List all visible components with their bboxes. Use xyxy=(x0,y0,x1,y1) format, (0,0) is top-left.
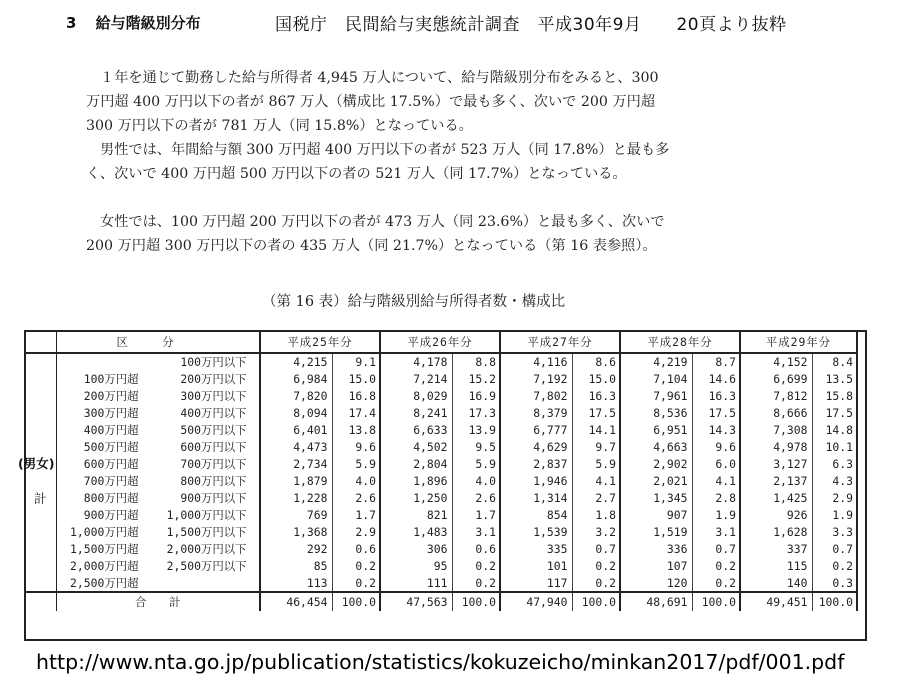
count-cell: 101 xyxy=(546,558,568,573)
table-row xyxy=(26,574,857,592)
income-range xyxy=(56,353,260,371)
share-cell: 16.8 xyxy=(332,388,380,405)
total-share-cell: 100.0 xyxy=(812,592,857,611)
share-cell: 9.1 xyxy=(332,353,380,371)
share-cell: 4.1 xyxy=(572,473,620,490)
count-cell: 1,879 xyxy=(293,474,328,489)
share-cell: 0.2 xyxy=(332,574,380,592)
share-cell: 14.3 xyxy=(692,422,740,439)
table-row xyxy=(26,490,857,507)
header-label xyxy=(56,332,260,353)
count-cell: 7,104 xyxy=(653,372,688,387)
range-lower: 500万円超 xyxy=(83,440,139,455)
share-cell: 2.6 xyxy=(332,490,380,507)
count-cell: 2,902 xyxy=(653,457,688,472)
count-cell: 95 xyxy=(433,558,448,573)
share-cell: 0.7 xyxy=(692,540,740,557)
count-cell: 907 xyxy=(666,507,688,522)
count-cell: 1,425 xyxy=(773,490,808,505)
count-cell: 1,483 xyxy=(413,524,448,539)
income-range xyxy=(56,574,260,592)
share-cell: 8.6 xyxy=(572,353,620,371)
range-lower: 1,000万円超 xyxy=(70,524,139,539)
income-range xyxy=(56,540,260,557)
count-cell: 1,896 xyxy=(413,474,448,489)
share-cell: 16.9 xyxy=(452,388,500,405)
count-cell: 117 xyxy=(546,575,568,590)
count-cell: 1,228 xyxy=(293,490,328,505)
side-cell xyxy=(26,574,56,592)
range-upper: 600万円以下 xyxy=(180,440,247,455)
range-lower: 1,500万円超 xyxy=(70,541,139,556)
share-cell: 2.9 xyxy=(812,490,857,507)
count-cell: 6,951 xyxy=(653,423,688,438)
count-cell: 1,368 xyxy=(293,524,328,539)
count-cell: 115 xyxy=(786,558,808,573)
share-cell: 13.9 xyxy=(452,422,500,439)
total-count-cell: 47,563 xyxy=(380,592,452,611)
count-cell: 1,628 xyxy=(773,524,808,539)
share-cell: 10.1 xyxy=(812,439,857,456)
count-cell: 85 xyxy=(313,558,328,573)
count-cell: 1,539 xyxy=(533,524,568,539)
header-side-cell xyxy=(26,332,56,353)
side-cell xyxy=(26,473,56,490)
count-cell: 107 xyxy=(666,558,688,573)
paragraph-overall xyxy=(86,66,659,139)
year-header: 平成25年分 xyxy=(260,332,380,353)
table-row xyxy=(26,388,857,405)
count-cell: 8,029 xyxy=(413,389,448,404)
count-cell: 292 xyxy=(306,541,328,556)
count-cell: 1,250 xyxy=(413,490,448,505)
side-cell xyxy=(26,371,56,388)
range-lower: 600万円超 xyxy=(83,457,139,472)
count-cell: 111 xyxy=(426,575,448,590)
table-row xyxy=(26,506,857,523)
share-cell: 1.7 xyxy=(332,506,380,523)
share-cell: 13.5 xyxy=(812,371,857,388)
range-lower: 800万円超 xyxy=(83,490,139,505)
income-range xyxy=(56,405,260,422)
count-cell: 4,215 xyxy=(293,355,328,370)
table-row xyxy=(26,353,857,371)
share-cell: 2.6 xyxy=(452,490,500,507)
total-count-cell: 48,691 xyxy=(620,592,692,611)
count-cell: 4,663 xyxy=(653,440,688,455)
count-cell: 4,629 xyxy=(533,440,568,455)
count-cell: 8,094 xyxy=(293,406,328,421)
total-share-cell: 100.0 xyxy=(692,592,740,611)
total-share-cell: 100.0 xyxy=(452,592,500,611)
table-row xyxy=(26,523,857,540)
share-cell: 15.0 xyxy=(572,371,620,388)
count-cell: 7,308 xyxy=(773,423,808,438)
count-cell: 2,021 xyxy=(653,474,688,489)
count-cell: 4,473 xyxy=(293,440,328,455)
side-cell xyxy=(26,422,56,439)
table-row xyxy=(26,422,857,439)
count-cell: 4,116 xyxy=(533,355,568,370)
count-cell: 6,699 xyxy=(773,372,808,387)
paragraph-line: 万円超 400 万円以下の者が 867 万人（構成比 17.5%）で最も多く、次いで 200 万円超 xyxy=(86,94,656,111)
side-cell xyxy=(26,388,56,405)
range-upper: 400万円以下 xyxy=(180,406,247,421)
income-range xyxy=(56,439,260,456)
share-cell: 16.3 xyxy=(692,388,740,405)
count-cell: 8,536 xyxy=(653,406,688,421)
share-cell: 1.9 xyxy=(812,506,857,523)
count-cell: 336 xyxy=(666,541,688,556)
paragraph-line: く、次いで 400 万円超 500 万円以下の者の 521 万人（同 17.7%）となっている。 xyxy=(86,166,627,183)
range-upper: 1,000万円以下 xyxy=(166,507,247,522)
share-cell: 1.7 xyxy=(452,506,500,523)
income-range xyxy=(56,473,260,490)
share-cell: 5.9 xyxy=(572,456,620,473)
share-cell: 0.2 xyxy=(572,574,620,592)
count-cell: 821 xyxy=(426,507,448,522)
total-share-cell: 100.0 xyxy=(572,592,620,611)
share-cell: 0.3 xyxy=(812,574,857,592)
income-range xyxy=(56,388,260,405)
share-cell: 4.0 xyxy=(332,473,380,490)
share-cell: 8.8 xyxy=(452,353,500,371)
range-upper: 1,500万円以下 xyxy=(166,524,247,539)
count-cell: 1,345 xyxy=(653,490,688,505)
range-lower: 300万円超 xyxy=(83,406,139,421)
share-cell: 1.9 xyxy=(692,506,740,523)
share-cell: 13.8 xyxy=(332,422,380,439)
share-cell: 9.6 xyxy=(692,439,740,456)
share-cell: 9.7 xyxy=(572,439,620,456)
share-cell: 0.2 xyxy=(692,574,740,592)
share-cell: 1.8 xyxy=(572,506,620,523)
count-cell: 926 xyxy=(786,507,808,522)
total-label: 合 計 xyxy=(56,592,260,611)
paragraph-line: 300 万円以下の者が 781 万人（同 15.8%）となっている。 xyxy=(86,118,473,135)
share-cell: 0.2 xyxy=(572,557,620,574)
share-cell: 15.0 xyxy=(332,371,380,388)
range-upper: 2,000万円以下 xyxy=(166,541,247,556)
range-lower: 400万円超 xyxy=(83,423,139,438)
share-cell: 5.9 xyxy=(332,456,380,473)
side-cell xyxy=(26,405,56,422)
total-side-cell xyxy=(26,592,56,611)
count-cell: 6,633 xyxy=(413,423,448,438)
share-cell: 2.7 xyxy=(572,490,620,507)
section-title: 給与階級別分布 xyxy=(95,14,201,32)
count-cell: 335 xyxy=(546,541,568,556)
count-cell: 8,379 xyxy=(533,406,568,421)
count-cell: 7,820 xyxy=(293,389,328,404)
share-cell: 17.5 xyxy=(692,405,740,422)
share-cell: 0.6 xyxy=(452,540,500,557)
count-cell: 120 xyxy=(666,575,688,590)
share-cell: 17.3 xyxy=(452,405,500,422)
side-cell xyxy=(26,353,56,371)
count-cell: 4,978 xyxy=(773,440,808,455)
count-cell: 1,519 xyxy=(653,524,688,539)
share-cell: 15.8 xyxy=(812,388,857,405)
share-cell: 14.6 xyxy=(692,371,740,388)
count-cell: 2,804 xyxy=(413,457,448,472)
share-cell: 3.2 xyxy=(572,523,620,540)
count-cell: 1,314 xyxy=(533,490,568,505)
count-cell: 4,502 xyxy=(413,440,448,455)
share-cell: 3.1 xyxy=(452,523,500,540)
share-cell: 14.8 xyxy=(812,422,857,439)
total-share-cell: 100.0 xyxy=(332,592,380,611)
share-cell: 0.2 xyxy=(332,557,380,574)
share-cell: 0.7 xyxy=(812,540,857,557)
paragraph-male xyxy=(86,138,669,186)
range-upper: 500万円以下 xyxy=(180,423,247,438)
side-label-total: 計 xyxy=(34,491,47,506)
share-cell: 6.3 xyxy=(812,456,857,473)
section-heading xyxy=(66,12,201,33)
year-header: 平成29年分 xyxy=(740,332,857,353)
count-cell: 7,961 xyxy=(653,389,688,404)
table-row xyxy=(26,557,857,574)
year-header: 平成26年分 xyxy=(380,332,500,353)
count-cell: 306 xyxy=(426,541,448,556)
share-cell: 17.5 xyxy=(812,405,857,422)
table-row xyxy=(26,371,857,388)
count-cell: 6,777 xyxy=(533,423,568,438)
range-upper: 800万円以下 xyxy=(180,474,247,489)
side-label-gender: (男女) xyxy=(18,456,55,471)
side-cell xyxy=(26,506,56,523)
income-range xyxy=(56,456,260,473)
share-cell: 6.0 xyxy=(692,456,740,473)
side-cell xyxy=(26,523,56,540)
share-cell: 2.8 xyxy=(692,490,740,507)
table-row xyxy=(26,456,857,473)
share-cell: 0.7 xyxy=(572,540,620,557)
table-row xyxy=(26,540,857,557)
count-cell: 2,734 xyxy=(293,457,328,472)
share-cell: 0.2 xyxy=(692,557,740,574)
share-cell: 0.2 xyxy=(812,557,857,574)
share-cell: 9.6 xyxy=(332,439,380,456)
range-lower: 2,000万円超 xyxy=(70,558,139,573)
share-cell: 0.6 xyxy=(332,540,380,557)
income-range xyxy=(56,557,260,574)
range-lower: 100万円超 xyxy=(83,372,139,387)
count-cell: 140 xyxy=(786,575,808,590)
share-cell: 5.9 xyxy=(452,456,500,473)
total-count-cell: 49,451 xyxy=(740,592,812,611)
count-cell: 4,219 xyxy=(653,355,688,370)
count-cell: 6,401 xyxy=(293,423,328,438)
count-cell: 4,178 xyxy=(413,355,448,370)
table-total-row xyxy=(26,592,857,611)
table-title: （第 16 表）給与階級別給与所得者数・構成比 xyxy=(262,294,566,310)
paragraph-line: 200 万円超 300 万円以下の者の 435 万人（同 21.7%）となっている（第 16 表参照）。 xyxy=(86,238,657,255)
count-cell: 7,802 xyxy=(533,389,568,404)
range-upper: 200万円以下 xyxy=(180,372,247,387)
year-header: 平成27年分 xyxy=(500,332,620,353)
share-cell: 4.1 xyxy=(692,473,740,490)
count-cell: 2,137 xyxy=(773,474,808,489)
side-cell xyxy=(26,557,56,574)
share-cell: 2.9 xyxy=(332,523,380,540)
share-cell: 8.4 xyxy=(812,353,857,371)
range-lower: 900万円超 xyxy=(83,507,139,522)
share-cell: 0.2 xyxy=(452,557,500,574)
count-cell: 4,152 xyxy=(773,355,808,370)
share-cell: 4.3 xyxy=(812,473,857,490)
share-cell: 3.3 xyxy=(812,523,857,540)
range-lower: 200万円超 xyxy=(83,389,139,404)
distribution-table xyxy=(24,330,867,641)
income-range xyxy=(56,422,260,439)
income-range xyxy=(56,506,260,523)
income-range xyxy=(56,523,260,540)
year-header: 平成28年分 xyxy=(620,332,740,353)
share-cell: 16.3 xyxy=(572,388,620,405)
range-upper: 900万円以下 xyxy=(180,490,247,505)
share-cell: 17.5 xyxy=(572,405,620,422)
paragraph-female xyxy=(86,210,665,258)
count-cell: 8,241 xyxy=(413,406,448,421)
range-upper: 100万円以下 xyxy=(180,355,247,370)
side-cell xyxy=(26,540,56,557)
range-lower: 2,500万円超 xyxy=(70,575,139,590)
count-cell: 854 xyxy=(546,507,568,522)
range-lower: 700万円超 xyxy=(83,474,139,489)
share-cell: 14.1 xyxy=(572,422,620,439)
share-cell: 3.1 xyxy=(692,523,740,540)
total-count-cell: 46,454 xyxy=(260,592,332,611)
share-cell: 15.2 xyxy=(452,371,500,388)
income-range xyxy=(56,371,260,388)
table-row xyxy=(26,405,857,422)
range-upper: 700万円以下 xyxy=(180,457,247,472)
count-cell: 2,837 xyxy=(533,457,568,472)
share-cell: 0.2 xyxy=(452,574,500,592)
count-cell: 769 xyxy=(306,507,328,522)
count-cell: 3,127 xyxy=(773,457,808,472)
table-row xyxy=(26,439,857,456)
distribution-table-grid xyxy=(26,332,858,611)
table-header-row xyxy=(26,332,857,353)
count-cell: 6,984 xyxy=(293,372,328,387)
range-upper: 2,500万円以下 xyxy=(166,558,247,573)
count-cell: 8,666 xyxy=(773,406,808,421)
share-cell: 4.0 xyxy=(452,473,500,490)
count-cell: 113 xyxy=(306,575,328,590)
source-note: 国税庁 民間給与実態統計調査 平成30年9月 20頁より抜粋 xyxy=(275,15,787,35)
paragraph-line: 女性では、100 万円超 200 万円以下の者が 473 万人（同 23.6%）と最も多く、次いで xyxy=(100,214,665,230)
paragraph-line: 男性では、年間給与額 300 万円超 400 万円以下の者が 523 万人（同 17.8%）と最も多 xyxy=(100,142,670,158)
income-range xyxy=(56,490,260,507)
count-cell: 337 xyxy=(786,541,808,556)
total-count-cell: 47,940 xyxy=(500,592,572,611)
header-label-text: 区 分 xyxy=(116,335,174,349)
source-url[interactable]: http://www.nta.go.jp/publication/statistics/kokuzeicho/minkan2017/pdf/001.pdf xyxy=(36,650,845,674)
share-cell: 9.5 xyxy=(452,439,500,456)
share-cell: 8.7 xyxy=(692,353,740,371)
count-cell: 7,214 xyxy=(413,372,448,387)
range-upper: 300万円以下 xyxy=(180,389,247,404)
section-number: 3 xyxy=(66,14,77,32)
count-cell: 1,946 xyxy=(533,474,568,489)
count-cell: 7,192 xyxy=(533,372,568,387)
table-row xyxy=(26,473,857,490)
count-cell: 7,812 xyxy=(773,389,808,404)
paragraph-line: １年を通じて勤務した給与所得者 4,945 万人について、給与階級別分布をみると、300 xyxy=(100,70,659,86)
share-cell: 17.4 xyxy=(332,405,380,422)
